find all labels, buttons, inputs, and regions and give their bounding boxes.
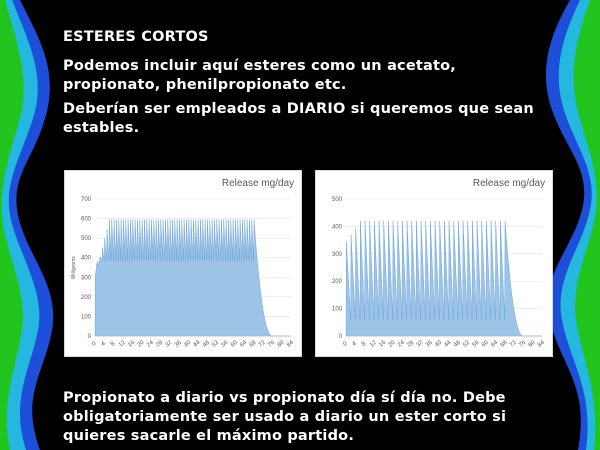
x-tick-label: 28 [406,339,416,349]
y-tick-label: 100 [80,314,91,321]
x-tick-label: 48 [201,339,211,349]
x-tick-label: 60 [229,339,239,349]
x-tick-label: 68 [248,339,258,349]
x-tick-label: 48 [452,339,462,349]
x-tick-label: 4 [100,340,107,348]
x-tick-label: 80 [527,339,537,349]
x-tick-label: 8 [360,340,368,348]
x-tick-label: 52 [462,339,472,349]
chart-svg-eod [316,171,552,356]
x-tick-label: 60 [480,339,490,349]
x-tick-label: 0 [91,340,98,348]
series-area [346,221,542,336]
x-tick-label: 28 [155,339,165,349]
x-tick-label: 64 [490,339,500,349]
y-tick-label: 400 [331,224,342,231]
y-axis-label: Milligrams [71,256,77,279]
x-tick-label: 52 [211,339,221,349]
paragraph-daily: Deberían ser empleados a DIARIO si queremos que sean estables. [63,101,534,136]
x-tick-label: 64 [239,339,249,349]
y-tick-label: 600 [80,216,91,223]
x-tick-label: 4 [351,340,358,348]
x-tick-label: 72 [508,339,518,349]
x-tick-label: 20 [387,339,397,349]
series-area [95,220,291,336]
chart-title: Release mg/day [221,178,295,189]
x-tick-label: 44 [192,339,202,349]
chart-title: Release mg/day [472,178,546,189]
y-tick-label: 100 [331,306,342,313]
chart-eod-propionate [315,170,553,357]
paragraph-conclusion: Propionato a diario vs propionato día sí día no. Debe obligatoriamente ser usado a diario un ester corto si quieres sacarle el máximo partido. [63,390,507,444]
x-tick-label: 40 [183,339,193,349]
y-tick-label: 0 [338,334,342,340]
x-tick-label: 24 [145,339,155,349]
paragraph-esters: Podemos incluir aquí esteres como un acetato, propionato, phenilpropionato etc. [63,58,457,93]
x-tick-label: 84 [536,339,546,349]
y-tick-label: 200 [80,294,91,301]
chart-daily-propionate [64,170,302,357]
chart-svg-daily [65,171,301,356]
x-tick-label: 16 [378,339,388,349]
x-tick-label: 20 [136,339,146,349]
y-tick-label: 700 [80,197,91,203]
left-wave-decoration [0,0,70,450]
x-tick-label: 76 [267,339,277,349]
x-tick-label: 32 [164,339,174,349]
x-tick-label: 36 [173,339,183,349]
x-tick-label: 36 [424,339,434,349]
x-tick-label: 12 [368,339,378,349]
y-tick-label: 300 [331,251,342,258]
x-tick-label: 0 [342,340,349,348]
x-tick-label: 32 [415,339,425,349]
y-tick-label: 0 [87,334,91,340]
x-tick-label: 44 [443,339,453,349]
x-tick-label: 84 [285,339,295,349]
x-tick-label: 68 [499,339,509,349]
y-tick-label: 500 [331,197,342,203]
x-tick-label: 76 [518,339,528,349]
x-tick-label: 80 [276,339,286,349]
x-tick-label: 24 [396,339,406,349]
x-tick-label: 8 [109,340,117,348]
x-tick-label: 72 [257,339,267,349]
x-tick-label: 12 [117,339,127,349]
x-tick-label: 56 [471,339,481,349]
x-tick-label: 56 [220,339,230,349]
y-tick-label: 400 [80,255,91,262]
y-tick-label: 500 [80,236,91,243]
slide-heading: ESTERES CORTOS [63,29,209,45]
y-tick-label: 200 [331,279,342,286]
y-tick-label: 300 [80,275,91,282]
x-tick-label: 16 [127,339,137,349]
x-tick-label: 40 [434,339,444,349]
